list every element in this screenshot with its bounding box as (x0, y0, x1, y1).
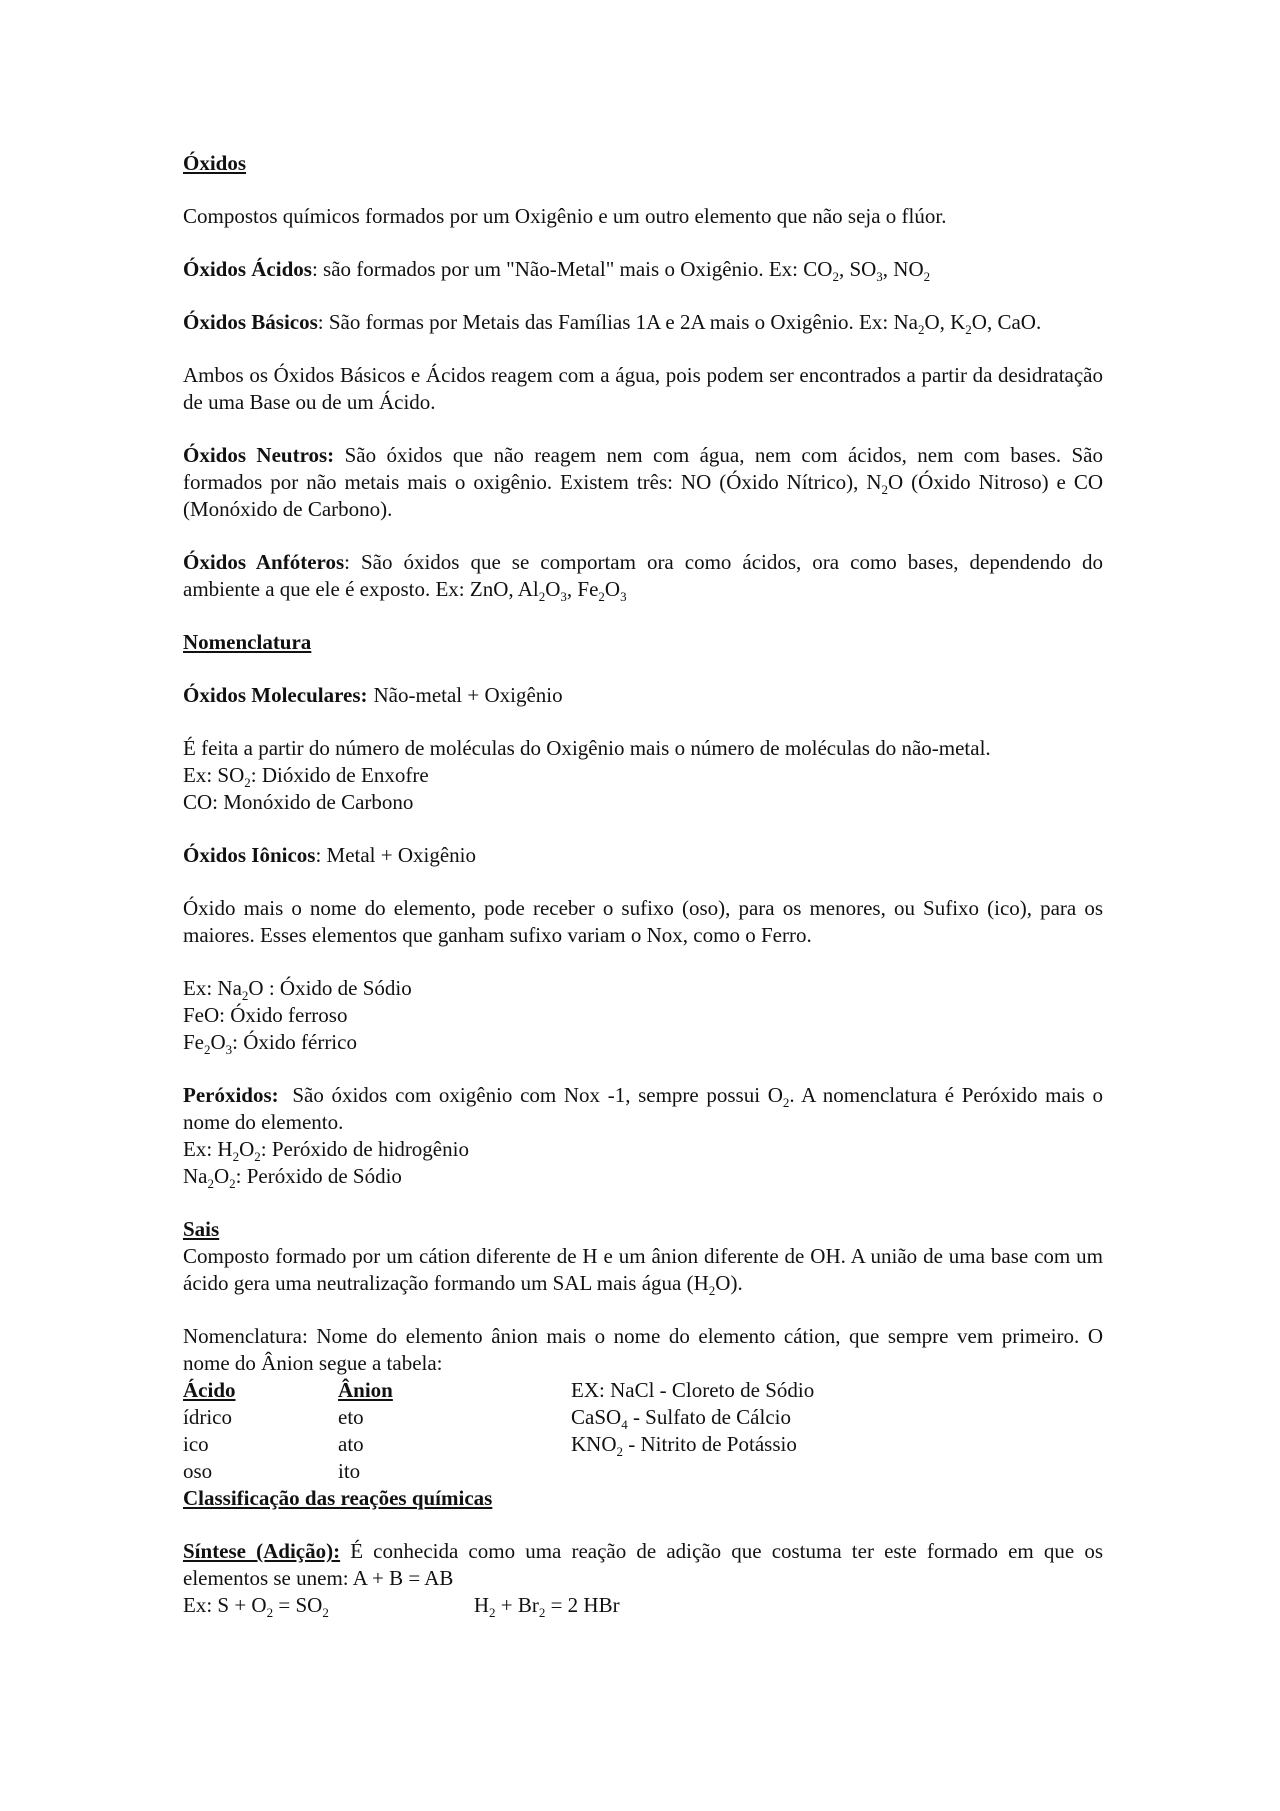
term-sintese: Síntese (Adição): (183, 1539, 341, 1563)
term-oxidos-anfoteros: Óxidos Anfóteros (183, 550, 345, 574)
header-acido: Ácido (183, 1378, 236, 1402)
example-fe2o3: $Fe_2O_3$: Óxido férrico (183, 1030, 357, 1057)
paragraph-sais-desc: Composto formado por um cátion diferente de H e um ânion diferente de OH. A união de uma base com um ácido gera uma neutralização formando um SAL mais água $(H_2O)$. (183, 1244, 1103, 1298)
term-peroxidos: Peróxidos: (183, 1083, 279, 1107)
term-oxidos-acidos: Óxidos Ácidos (183, 257, 312, 281)
term-oxidos-ionicos: Óxidos Iônicos (183, 843, 316, 867)
cell-acido: ídrico (183, 1405, 232, 1429)
example-h2o2: Ex: $H_2O_2$: Peróxido de hidrogênio (183, 1137, 469, 1164)
cell-acido: oso (183, 1459, 213, 1483)
block-ionicos-examples (183, 975, 1103, 1056)
term-oxidos-basicos: Óxidos Básicos (183, 310, 318, 334)
term-oxidos-neutros: Óxidos Neutros: (183, 443, 335, 467)
section-title-reacoes: Classificação das reações químicas (183, 1486, 493, 1510)
example-sintese: Ex: $S + O_2 = SO_2$ $H_2 + Br_2 = 2$ HBr (183, 1593, 620, 1620)
header-anion: Ânion (338, 1378, 393, 1402)
document-content (183, 150, 1103, 1619)
table-row (183, 1458, 1103, 1485)
paragraph-oxidos-ionicos: Óxidos Iônicos: Metal + Oxigênio (183, 843, 477, 867)
example-co: CO: Monóxido de Carbono (183, 790, 414, 814)
section-title-nomenclatura: Nomenclatura (183, 630, 312, 654)
section-title-oxidos: Óxidos (183, 151, 247, 175)
table-row (183, 1404, 1103, 1431)
paragraph-oxidos-basicos: Óxidos Básicos: São formas por Metais das Famílias 1A e 2A mais o Oxigênio. Ex: $Na_2O$, $K_2O$, CaO. (183, 310, 1042, 337)
paragraph-sais-nomenclatura: Nomenclatura: Nome do elemento ânion mais o nome do elemento cátion, que sempre vem primeiro. O nome do Ânion segue a tabela: (183, 1324, 1103, 1375)
paragraph-intro: Compostos químicos formados por um Oxigênio e um outro elemento que não seja o flúor. (183, 204, 947, 228)
paragraph-oxidos-neutros: Óxidos Neutros: São óxidos que não reagem nem com água, nem com ácidos, nem com bases. São formados por não metais mais o oxigênio. Existem três: NO (Óxido Nítrico), $N_2O$ (Óxido Nitroso) e CO (Monóxido de Carbono). (183, 443, 1103, 521)
block-peroxidos (183, 1082, 1103, 1190)
example-kno2: $KNO_2$ - Nitrito de Potássio (571, 1432, 797, 1459)
paragraph-oxidos-anfoteros: Óxidos Anfóteros: São óxidos que se comportam ora como ácidos, ora como bases, dependendo do ambiente a que ele é exposto. Ex: ZnO, $Al_2O_3$, $Fe_2O_3$ (183, 550, 1103, 604)
paragraph-sintese: Síntese (Adição): É conhecida como uma reação de adição que costuma ter este formado em que os elementos se unem: A + B = AB (183, 1539, 1103, 1590)
cell-anion: ato (338, 1432, 364, 1456)
cell-acido: ico (183, 1432, 209, 1456)
paragraph-ambos: Ambos os Óxidos Básicos e Ácidos reagem com a água, pois podem ser encontrados a partir da desidratação de uma Base ou de um Ácido. (183, 363, 1103, 414)
paragraph-moleculares-desc: É feita a partir do número de moléculas do Oxigênio mais o número de moléculas do não-metal. (183, 736, 991, 760)
table-header-row (183, 1377, 1103, 1404)
example-nacl: EX: NaCl - Cloreto de Sódio (571, 1378, 815, 1402)
example-feo: FeO: Óxido ferroso (183, 1003, 348, 1027)
block-moleculares-examples (183, 735, 1103, 816)
block-sais (183, 1216, 1103, 1297)
example-na2o2: $Na_2O_2$: Peróxido de Sódio (183, 1164, 402, 1191)
table-row (183, 1431, 1103, 1458)
paragraph-oxidos-acidos: Óxidos Ácidos: são formados por um "Não-Metal" mais o Oxigênio. Ex: $CO_2$, $SO_3$, $NO_2$ (183, 257, 931, 284)
section-title-sais: Sais (183, 1217, 220, 1241)
term-oxidos-moleculares: Óxidos Moleculares: (183, 683, 368, 707)
example-so2: Ex: $SO_2$: Dióxido de Enxofre (183, 763, 429, 790)
paragraph-peroxidos: Peróxidos: São óxidos com oxigênio com Nox -1, sempre possui $O_2$. A nomenclatura é Peróxido mais o nome do elemento. (183, 1083, 1103, 1134)
paragraph-oxidos-moleculares: Óxidos Moleculares: Não-metal + Oxigênio (183, 683, 563, 707)
anion-table (183, 1377, 1103, 1485)
cell-anion: eto (338, 1405, 364, 1429)
example-caso4: CaSO$_4$ - Sulfato de Cálcio (571, 1405, 791, 1432)
paragraph-ionicos-desc: Óxido mais o nome do elemento, pode receber o sufixo (oso), para os menores, ou Sufixo (ico), para os maiores. Esses elementos que ganham sufixo variam o Nox, como o Ferro. (183, 896, 1103, 947)
example-na2o: Ex: $Na_2O$ : Óxido de Sódio (183, 976, 412, 1003)
cell-anion: ito (338, 1459, 361, 1483)
